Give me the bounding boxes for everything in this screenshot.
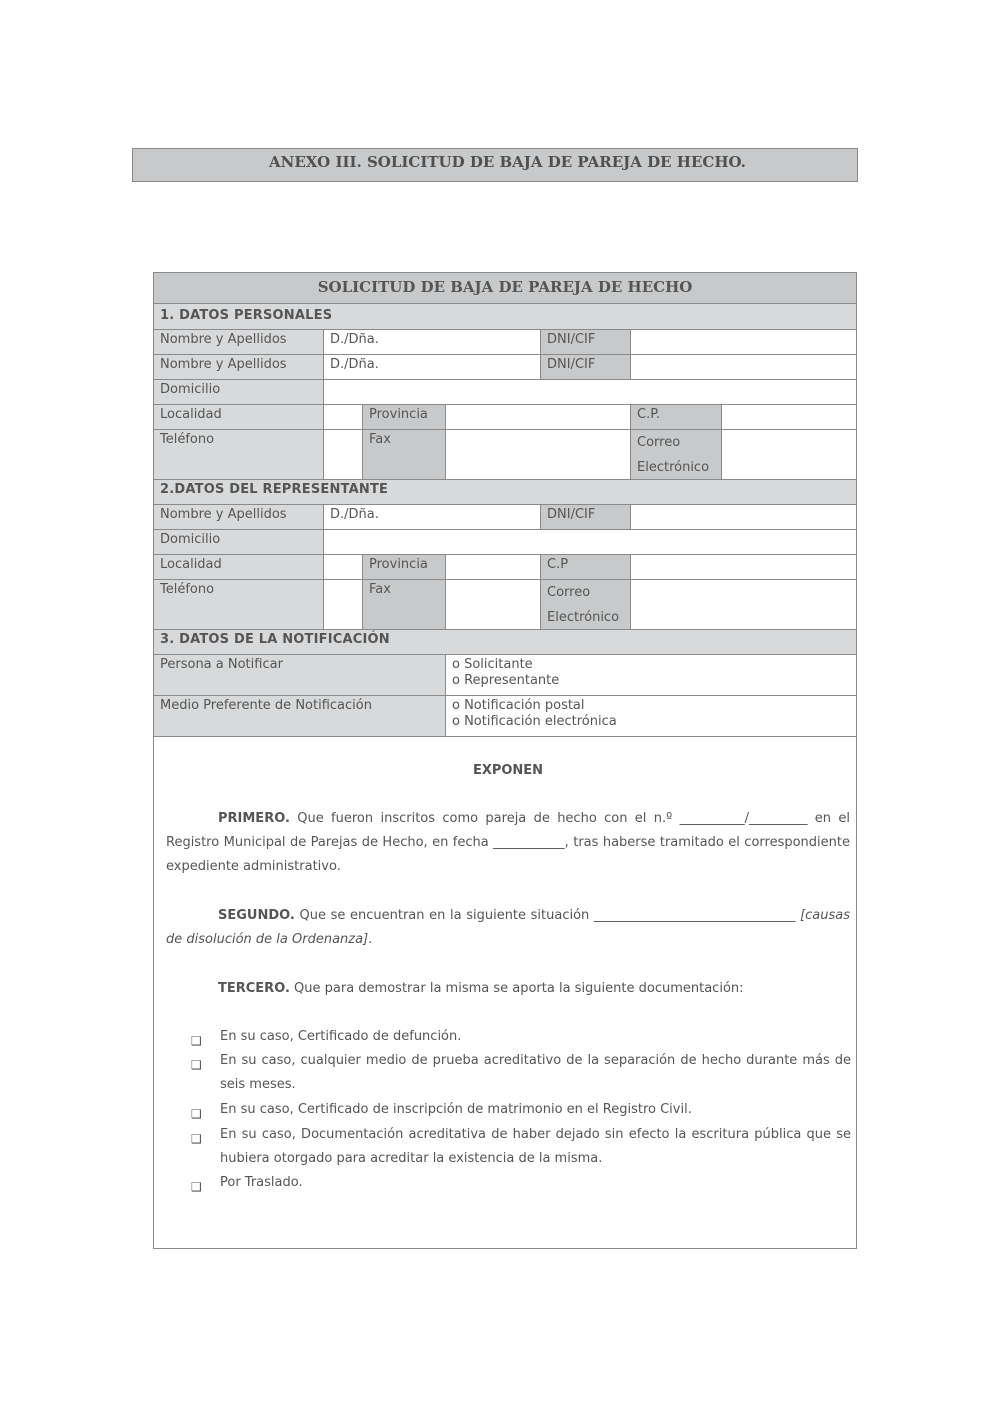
segundo-label: SEGUNDO. bbox=[218, 908, 295, 923]
doc-item-text: En su caso, cualquier medio de prueba acreditativo de la separación de hecho durante más de seis meses. bbox=[220, 1053, 851, 1092]
doc-item-1 bbox=[191, 1025, 851, 1049]
fax-field[interactable] bbox=[446, 430, 631, 480]
correo-field[interactable] bbox=[722, 430, 856, 480]
checkbox-icon[interactable]: ❑ bbox=[191, 1180, 202, 1194]
name-label-2: Nombre y Apellidos bbox=[154, 355, 324, 380]
rep-dni-field[interactable] bbox=[631, 505, 856, 530]
segundo-end: . bbox=[368, 932, 373, 947]
rep-telefono-field[interactable] bbox=[324, 580, 363, 630]
localidad-field[interactable] bbox=[324, 405, 363, 430]
provincia-field[interactable] bbox=[446, 405, 631, 430]
persona-notificar-label: Persona a Notificar bbox=[154, 655, 446, 696]
rep-domicilio-field[interactable] bbox=[324, 530, 856, 555]
rep-correo-label-line2: Electrónico bbox=[547, 610, 620, 625]
rep-provincia-label: Provincia bbox=[363, 555, 446, 580]
form-title: SOLICITUD DE BAJA DE PAREJA DE HECHO bbox=[154, 273, 856, 304]
correo-label bbox=[631, 430, 722, 480]
rep-localidad-field[interactable] bbox=[324, 555, 363, 580]
name-field-1[interactable]: D./Dña. bbox=[324, 330, 541, 355]
rep-provincia-field[interactable] bbox=[446, 555, 541, 580]
localidad-label: Localidad bbox=[154, 405, 324, 430]
rep-cp-field[interactable] bbox=[631, 555, 856, 580]
annex-title: ANEXO III. SOLICITUD DE BAJA DE PAREJA DE HECHO. bbox=[132, 148, 858, 182]
correo-label-line2: Electrónico bbox=[637, 460, 710, 475]
dni-label-1: DNI/CIF bbox=[541, 330, 631, 355]
tercero-text: Que para demostrar la misma se aporta la siguiente documentación: bbox=[289, 981, 744, 996]
doc-item-text: En su caso, Certificado de inscripción de matrimonio en el Registro Civil. bbox=[220, 1102, 692, 1117]
rep-fax-field[interactable] bbox=[446, 580, 541, 630]
correo-label-line1: Correo bbox=[637, 435, 681, 450]
name-field-2[interactable]: D./Dña. bbox=[324, 355, 541, 380]
doc-item-text: En su caso, Documentación acreditativa de haber dejado sin efecto la escritura pública que se hubiera otorgado para acreditar la existencia de la misma. bbox=[220, 1127, 851, 1166]
option-representante[interactable]: o Representante bbox=[452, 673, 560, 688]
rep-cp-label: C.P bbox=[541, 555, 631, 580]
checkbox-icon[interactable]: ❑ bbox=[191, 1058, 202, 1072]
doc-item-2 bbox=[191, 1049, 851, 1097]
rep-fax-label: Fax bbox=[363, 580, 446, 630]
dni-field-2[interactable] bbox=[631, 355, 856, 380]
request-form bbox=[153, 272, 857, 1249]
doc-item-5 bbox=[191, 1171, 851, 1195]
segundo-text: Que se encuentran en la siguiente situación _______________________________ bbox=[294, 908, 801, 923]
option-postal[interactable]: o Notificación postal bbox=[452, 698, 585, 713]
cp-field[interactable] bbox=[722, 405, 856, 430]
doc-item-text: Por Traslado. bbox=[220, 1175, 303, 1190]
dni-field-1[interactable] bbox=[631, 330, 856, 355]
dni-label-2: DNI/CIF bbox=[541, 355, 631, 380]
primero-label: PRIMERO. bbox=[218, 811, 290, 826]
rep-domicilio-label: Domicilio bbox=[154, 530, 324, 555]
checkbox-icon[interactable]: ❑ bbox=[191, 1132, 202, 1146]
rep-localidad-label: Localidad bbox=[154, 555, 324, 580]
telefono-label: Teléfono bbox=[154, 430, 324, 480]
name-label-1: Nombre y Apellidos bbox=[154, 330, 324, 355]
doc-item-text: En su caso, Certificado de defunción. bbox=[220, 1029, 462, 1044]
checkbox-icon[interactable]: ❑ bbox=[191, 1107, 202, 1121]
primero-text: Que fueron inscritos como pareja de hecho con el n.º __________/_________ en el Registro Municipal de Parejas de Hecho, en fecha ___________, tras haberse tramitado el correspondiente expediente administrativo. bbox=[166, 811, 850, 874]
doc-item-3 bbox=[191, 1098, 851, 1122]
segundo-italic: [causas de disolución de la Ordenanza] bbox=[166, 908, 850, 947]
rep-name-label: Nombre y Apellidos bbox=[154, 505, 324, 530]
provincia-label: Provincia bbox=[363, 405, 446, 430]
medio-notificacion-options bbox=[446, 696, 856, 737]
rep-correo-label-line1: Correo bbox=[547, 585, 591, 600]
option-solicitante[interactable]: o Solicitante bbox=[452, 657, 533, 672]
primero-paragraph bbox=[166, 807, 850, 879]
tercero-label: TERCERO. bbox=[218, 981, 290, 996]
section-personal-data-heading: 1. DATOS PERSONALES bbox=[154, 304, 856, 330]
section-representative-heading: 2.DATOS DEL REPRESENTANTE bbox=[154, 480, 856, 505]
medio-notificacion-label: Medio Preferente de Notificación bbox=[154, 696, 446, 737]
doc-item-4 bbox=[191, 1123, 851, 1171]
domicilio-field[interactable] bbox=[324, 380, 856, 405]
rep-dni-label: DNI/CIF bbox=[541, 505, 631, 530]
rep-telefono-label: Teléfono bbox=[154, 580, 324, 630]
rep-correo-label bbox=[541, 580, 631, 630]
telefono-field[interactable] bbox=[324, 430, 363, 480]
checkbox-icon[interactable]: ❑ bbox=[191, 1034, 202, 1048]
fax-label: Fax bbox=[363, 430, 446, 480]
segundo-paragraph bbox=[166, 904, 850, 952]
rep-name-field[interactable]: D./Dña. bbox=[324, 505, 541, 530]
option-electronica[interactable]: o Notificación electrónica bbox=[452, 714, 617, 729]
cp-label: C.P. bbox=[631, 405, 722, 430]
tercero-paragraph bbox=[166, 977, 850, 1001]
rep-correo-field[interactable] bbox=[631, 580, 856, 630]
exponen-heading: EXPONEN bbox=[472, 763, 544, 778]
section-notification-heading: 3. DATOS DE LA NOTIFICACIÓN bbox=[154, 630, 856, 655]
domicilio-label: Domicilio bbox=[154, 380, 324, 405]
persona-notificar-options bbox=[446, 655, 856, 696]
